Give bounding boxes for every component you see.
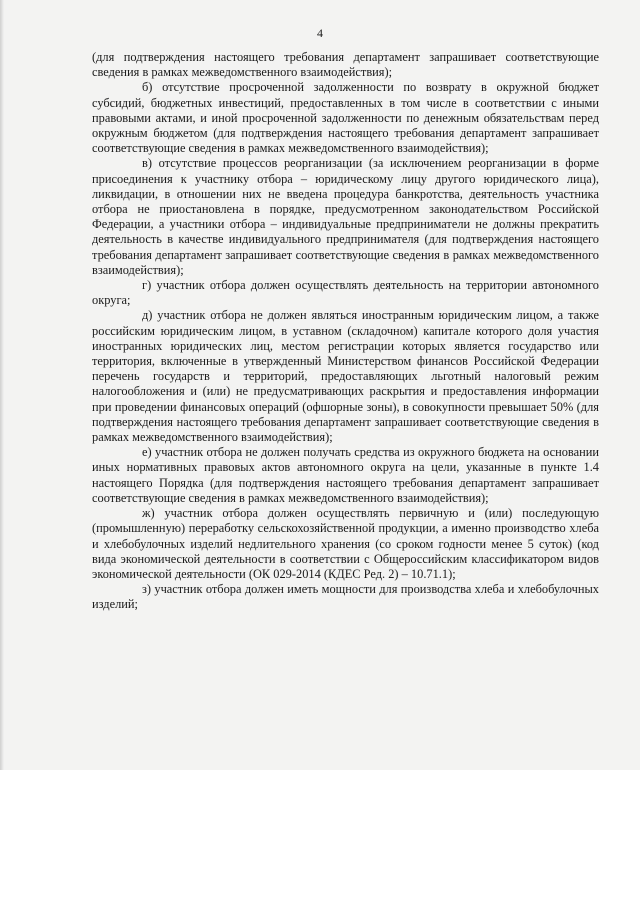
document-body [92,50,599,613]
paragraph-g: г) участник отбора должен осуществлять деятельность на территории автономного округа; [92,278,599,308]
paragraph-b: б) отсутствие просроченной задолженности по возврату в окружной бюджет субсидий, бюджетных инвестиций, предоставленных в том числе в соответствии с иными правовыми актами, и иной просроченной задолженности по денежным обязательствам перед окружным бюджетом (для подтверждения настоящего требования департамент запрашивает соответствующие сведения в рамках межведомственного взаимодействия); [92,80,599,156]
scan-edge [0,0,4,770]
paragraph-e: е) участник отбора не должен получать средства из окружного бюджета на основании иных нормативных правовых актов автономного округа на цели, указанные в пункте 1.4 настоящего Порядка (для подтверждения настоящего требования департамент запрашивает соответствующие сведения в рамках межведомственного взаимодействия); [92,445,599,505]
paragraph-d: д) участник отбора не должен являться иностранным юридическим лицом, а также российским юридическим лицом, в уставном (складочном) капитале которого доля участия иностранных юридических лиц, местом регистрации которых является государство или территория, включенные в утвержденный Министерством финансов Российской Федерации перечень государств и территорий, предоставляющих льготный налоговый режим налогообложения и (или) не предусматривающих раскрытия и предоставления информации при проведении финансовых операций (офшорные зоны), в совокупности превышает 50% (для подтверждения настоящего требования департамент запрашивает соответствующие сведения в рамках межведомственного взаимодействия); [92,308,599,445]
page-number: 4 [317,26,323,40]
paragraph-zh: ж) участник отбора должен осуществлять первичную и (или) последующую (промышленную) переработку сельскохозяйственной продукции, а именно производство хлеба и хлебобулочных изделий недлительного хранения (со сроком годности менее 5 суток) (код вида экономической деятельности в соответствии с Общероссийским классификатором видов экономической деятельности (ОК 029-2014 (КДЕС Ред. 2) – 10.71.1); [92,506,599,581]
paragraph-z: з) участник отбора должен иметь мощности для производства хлеба и хлебобулочных изделий; [92,582,599,612]
paragraph-continuation: (для подтверждения настоящего требования департамент запрашивает соответствующие сведения в рамках межведомственного взаимодействия); [92,50,599,80]
paragraph-v: в) отсутствие процессов реорганизации (за исключением реорганизации в форме присоединения к участнику отбора – юридическому лицу другого юридического лица), ликвидации, в отношении них не введена процедура банкротства, деятельность участника отбора не приостановлена в порядке, предусмотренном законодательством Российской Федерации, а участники отбора – индивидуальные предприниматели не должны прекратить деятельность в качестве индивидуального предпринимателя (для подтверждения настоящего требования департамент запрашивает соответствующие сведения в рамках межведомственного взаимодействия); [92,156,599,277]
